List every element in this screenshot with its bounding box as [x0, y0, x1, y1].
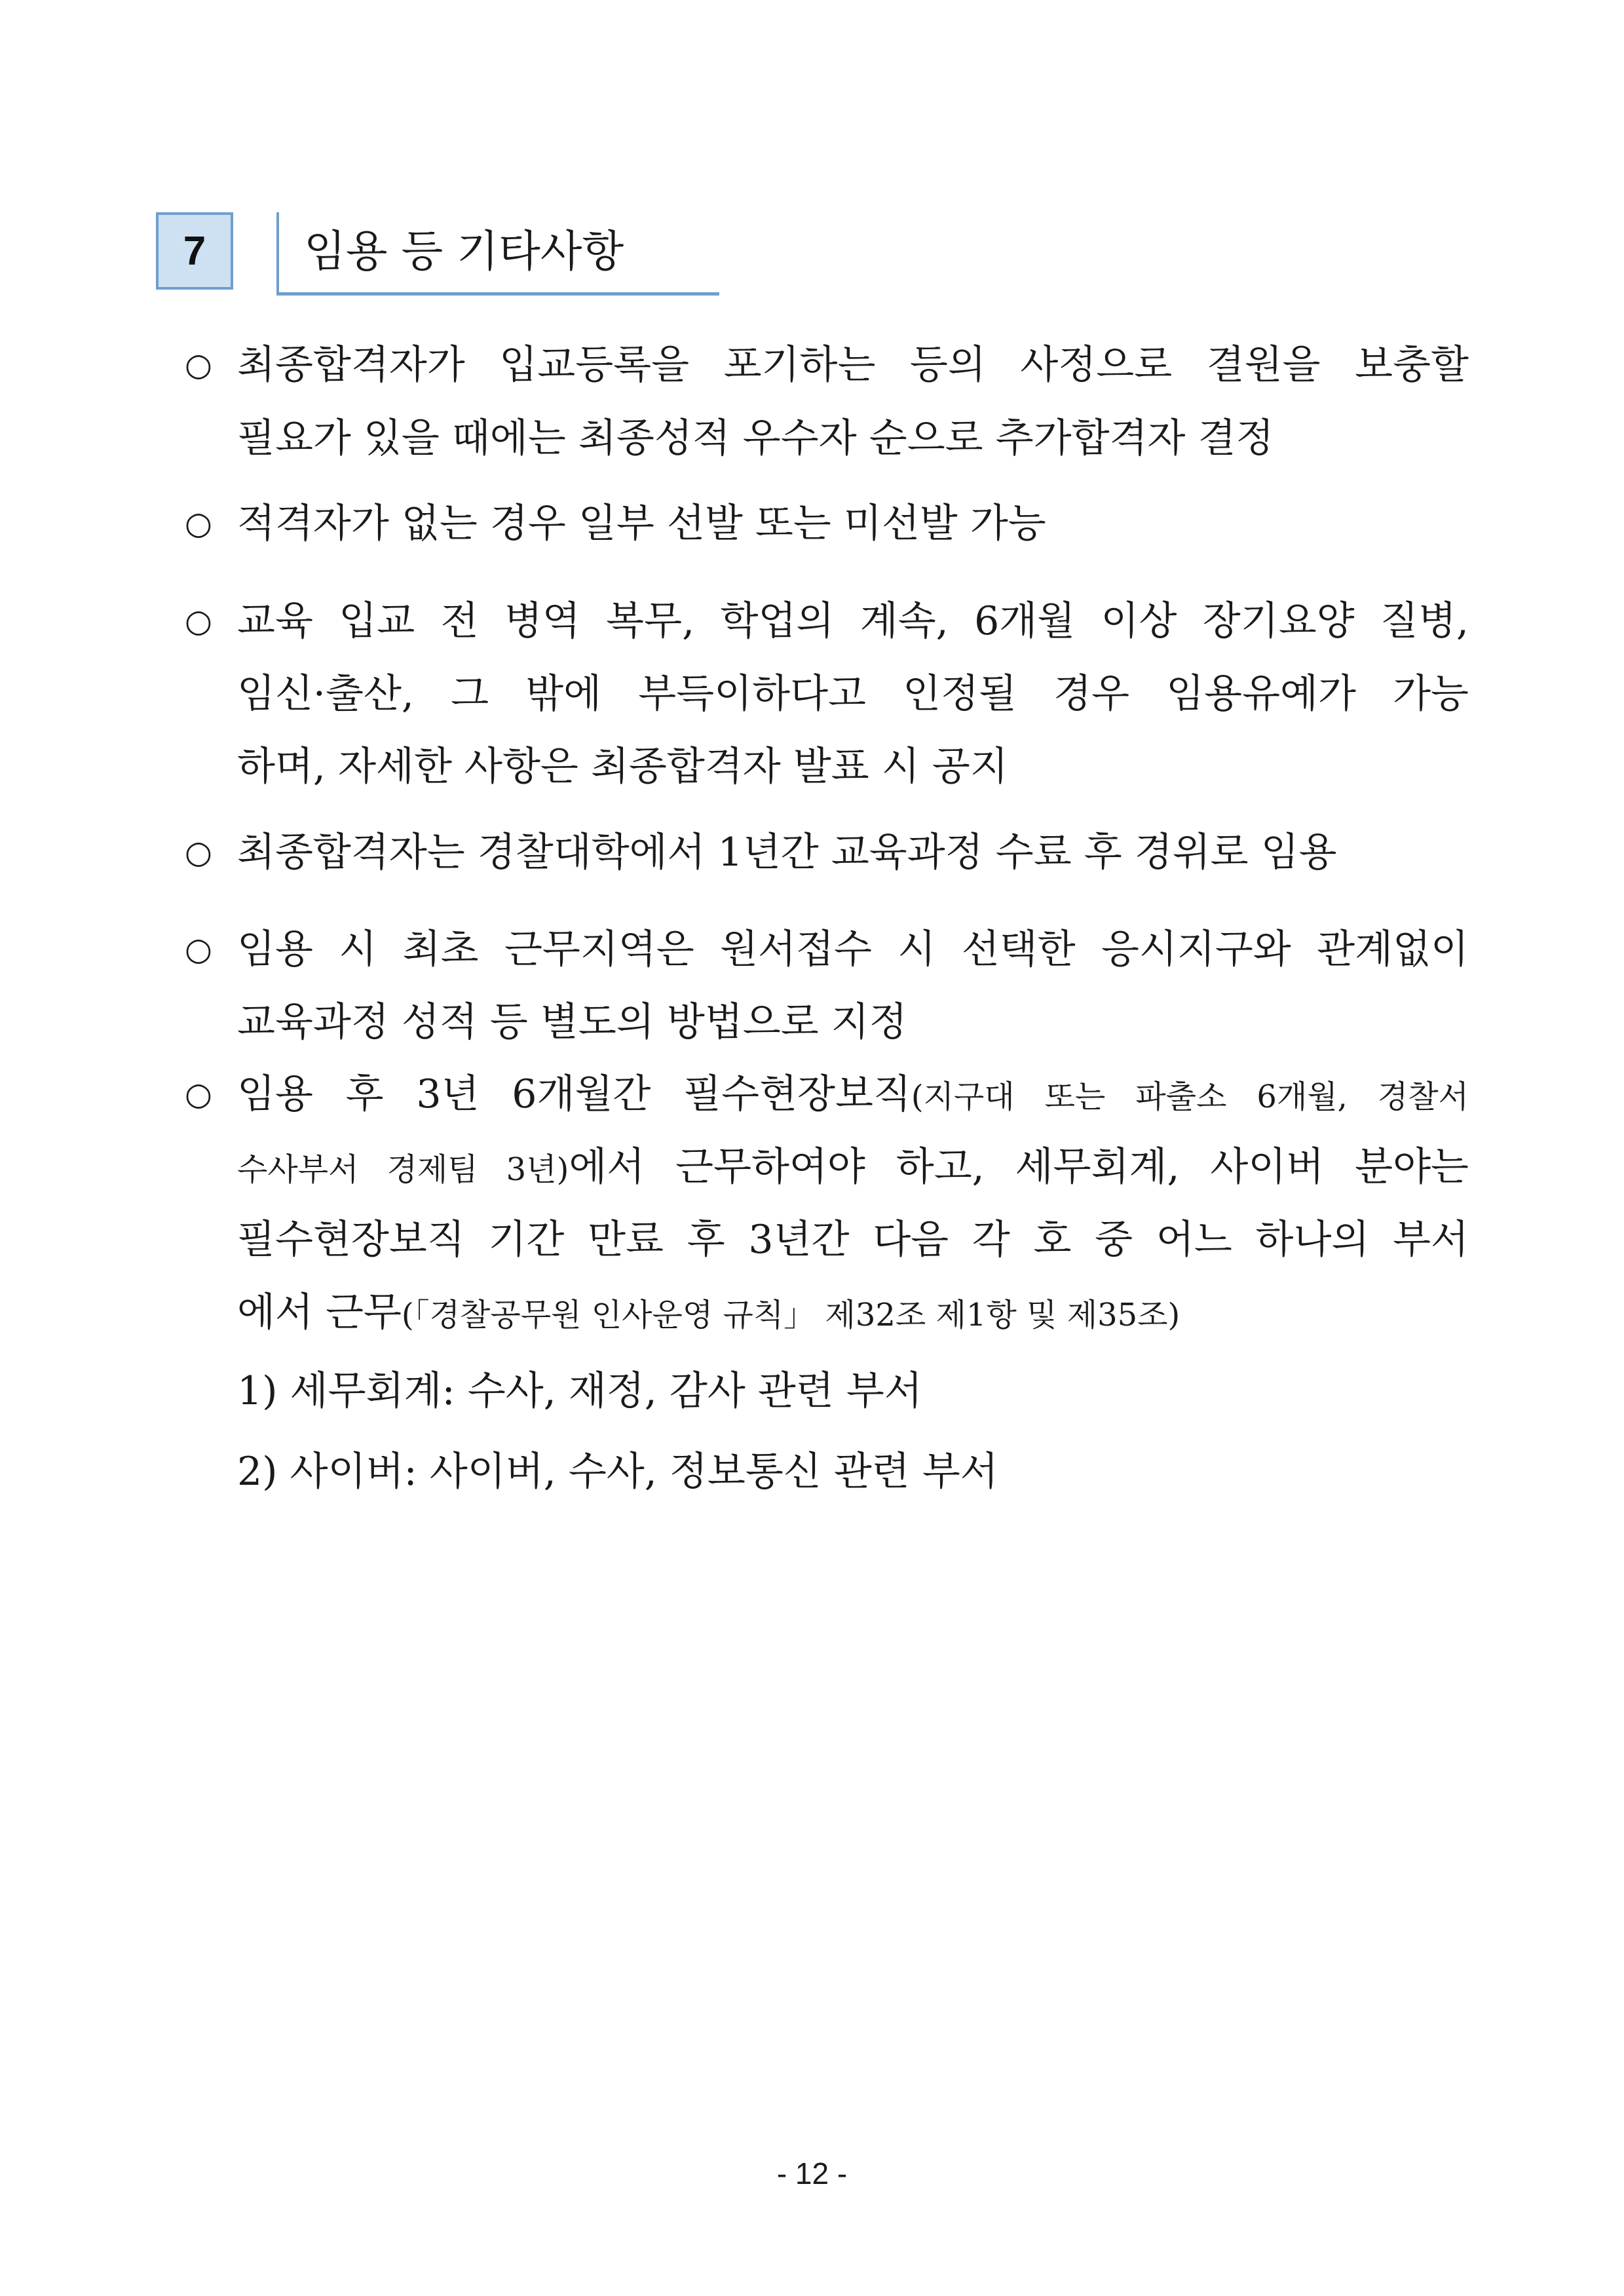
section-title: 임용 등 기타사항 — [304, 226, 624, 277]
item-line: 임신·출산, 그 밖에 부득이하다고 인정될 경우 임용유예가 가능 — [237, 671, 1469, 717]
item-line — [237, 1273, 1469, 1354]
header-vertical-rule — [276, 212, 279, 292]
line-small-text: 수사부서 경제팀 3년) — [237, 1151, 569, 1188]
sub-item: 2) 사이버: 사이버, 수사, 정보통신 관련 부서 — [237, 1449, 998, 1495]
page-number: - 12 - — [776, 2156, 848, 2191]
section-header — [156, 207, 719, 296]
bullet-circle-icon: ○ — [185, 505, 212, 542]
item-line: 임용 시 최초 근무지역은 원서접수 시 선택한 응시지구와 관계없이 — [237, 927, 1469, 972]
line-main-text: 에서 근무하여야 하고, 세무회계, 사이버 분야는 — [569, 1144, 1469, 1190]
section-number-box: 7 — [156, 212, 233, 290]
header-underline — [276, 292, 719, 296]
item-line: 교육 입교 전 병역 복무, 학업의 계속, 6개월 이상 장기요양 질병, — [237, 598, 1469, 644]
bullet-circle-icon: ○ — [185, 931, 212, 968]
line-small-text: (「경찰공무원 인사운영 규칙」 제32조 제1항 및 제35조) — [401, 1297, 1180, 1333]
bullet-circle-icon: ○ — [185, 603, 212, 640]
item-line: 최종합격자가 입교등록을 포기하는 등의 사정으로 결원을 보충할 — [237, 342, 1469, 388]
line-small-text: (지구대 또는 파출소 6개월, 경찰서 — [911, 1079, 1469, 1115]
line-main-text: 임용 후 3년 6개월간 필수현장보직 — [237, 1071, 911, 1117]
bullet-circle-icon: ○ — [185, 1076, 212, 1113]
bullet-circle-icon: ○ — [185, 347, 212, 383]
bullet-circle-icon: ○ — [185, 834, 212, 871]
line-main-text: 에서 근무 — [237, 1290, 402, 1335]
item-line — [237, 1055, 1469, 1136]
item-line: 필요가 있을 때에는 최종성적 우수자 순으로 추가합격자 결정 — [237, 415, 1274, 461]
item-line: 필수현장보직 기간 만료 후 3년간 다음 각 호 중 어느 하나의 부서 — [237, 1217, 1469, 1263]
item-line: 적격자가 없는 경우 일부 선발 또는 미선발 가능 — [237, 501, 1046, 546]
item-line: 하며, 자세한 사항은 최종합격자 발표 시 공지 — [237, 744, 1008, 790]
sub-item: 1) 세무회계: 수사, 재정, 감사 관련 부서 — [237, 1368, 922, 1414]
item-line — [237, 1128, 1469, 1209]
item-line: 교육과정 성적 등 별도의 방법으로 지정 — [237, 999, 907, 1045]
item-line: 최종합격자는 경찰대학에서 1년간 교육과정 수료 후 경위로 임용 — [237, 830, 1337, 875]
